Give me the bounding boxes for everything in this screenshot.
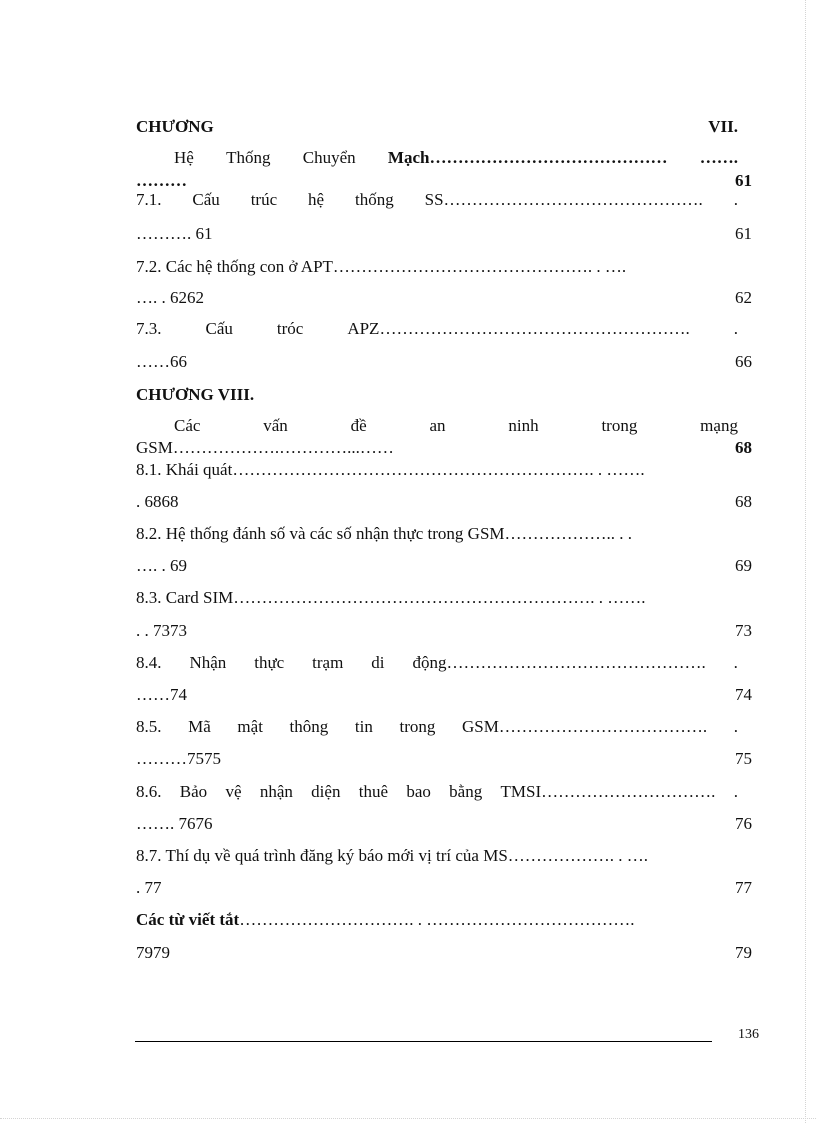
chapter-label: CHƯƠNG <box>136 117 214 136</box>
toc-entry-8-2-cont: …. . 69 <box>136 556 187 575</box>
toc-entry-8-7-page: 77 <box>735 878 752 897</box>
toc-entry-8-7: 8.7. Thí dụ về quá trình đăng ký báo mới vị trí của MS………………. . …. <box>136 846 649 865</box>
toc-chapter-8-page: 68 <box>735 438 752 457</box>
page-number: 136 <box>738 1027 759 1042</box>
toc-entry-8-1: 8.1. Khái quát………………………………………………………. . ……. <box>136 460 645 479</box>
toc-entry-7-2: 7.2. Các hệ thống con ở APT………………………………………. . …. <box>136 257 627 276</box>
word: vệ <box>225 782 242 801</box>
word: diện <box>311 782 341 801</box>
word: APZ………………………………………………. <box>347 319 690 338</box>
word: SS………………………………………. <box>424 190 703 209</box>
toc-entry-8-7-cont: . 77 <box>136 878 162 897</box>
footer-rule <box>135 1041 712 1042</box>
toc-entry-7-3-cont: ……66 <box>136 352 187 371</box>
word: tin <box>354 717 373 736</box>
word: trạm <box>312 653 344 672</box>
toc-chapter-8-heading: CHƯƠNG VIII. <box>136 385 255 404</box>
toc-entry-8-3: 8.3. Card SIM………………………………………………………. . ……. <box>136 588 646 607</box>
word: mật <box>237 717 263 736</box>
word: ……. <box>699 148 738 167</box>
toc-entry-8-5-page: 75 <box>735 749 752 768</box>
page-edge-bottom <box>0 1118 816 1119</box>
word: TMSI…………………………. <box>500 782 716 801</box>
word: 8.5. <box>136 717 162 736</box>
word: mạng <box>700 416 738 435</box>
toc-entry-8-6-page: 76 <box>735 814 752 833</box>
toc-entry-8-4-page: 74 <box>735 685 752 704</box>
toc-chapter-7-heading <box>136 117 738 137</box>
word: GSM………………………………. <box>462 717 708 736</box>
word: Cấu <box>192 190 220 209</box>
toc-entry-7-2-cont: …. . 6262 <box>136 288 204 307</box>
toc-chapter-7-page: 61 <box>735 171 752 190</box>
toc-entry-8-3-page: 73 <box>735 621 752 640</box>
word: an <box>429 416 446 435</box>
word: Các <box>174 416 201 435</box>
word: Thống <box>226 148 271 167</box>
word: nhận <box>259 782 293 801</box>
toc-chapter-7-title <box>174 148 738 168</box>
toc-entry-8-1-cont: . 6868 <box>136 492 179 511</box>
word: ninh <box>508 416 539 435</box>
word: Hệ <box>174 148 194 167</box>
word: bằng <box>449 782 483 801</box>
toc-entry-7-3-page: 66 <box>735 352 752 371</box>
word: Mạch…………………………………… <box>387 148 668 167</box>
toc-chapter-7-dots: ……… <box>136 171 187 190</box>
word: đề <box>350 416 367 435</box>
word: . <box>733 717 738 736</box>
word: . <box>733 653 738 672</box>
toc-chapter-8-cont: GSM……………….…………...…… <box>136 438 394 457</box>
toc-entry-7-1-page: 61 <box>735 224 752 243</box>
toc-abbreviations <box>136 910 634 930</box>
word: 8.4. <box>136 653 162 672</box>
word: di <box>371 653 385 672</box>
word: thuê <box>358 782 389 801</box>
word: động………………………………………. <box>412 653 706 672</box>
abbreviations-dots: …………………………. . ………………………………. <box>239 910 635 929</box>
word: thông <box>289 717 329 736</box>
toc-chapter-8-title <box>174 416 738 436</box>
toc-abbreviations-page: 79 <box>735 943 752 962</box>
word: . <box>733 319 738 338</box>
word: thực <box>254 653 285 672</box>
word: Mã <box>188 717 211 736</box>
toc-entry-7-1-cont: ………. 61 <box>136 224 213 243</box>
toc-entry-7-1 <box>136 190 738 210</box>
word: tróc <box>276 319 304 338</box>
page-edge-right <box>805 0 806 1123</box>
word: hệ <box>308 190 325 209</box>
word: Chuyển <box>302 148 356 167</box>
word: trúc <box>250 190 278 209</box>
toc-entry-8-6-cont: ……. 7676 <box>136 814 213 833</box>
toc-entry-7-2-page: 62 <box>735 288 752 307</box>
word: trong <box>399 717 436 736</box>
word: 7.1. <box>136 190 162 209</box>
toc-abbreviations-cont: 7979 <box>136 943 170 962</box>
word: 7.3. <box>136 319 162 338</box>
word: thống <box>355 190 394 209</box>
word: . <box>733 190 738 209</box>
word: Bảo <box>179 782 208 801</box>
word: . <box>733 782 738 801</box>
word: bao <box>406 782 431 801</box>
toc-entry-8-4-cont: ……74 <box>136 685 187 704</box>
toc-entry-8-5 <box>136 717 738 737</box>
toc-entry-8-2-page: 69 <box>735 556 752 575</box>
toc-entry-8-5-cont: ………7575 <box>136 749 221 768</box>
toc-entry-7-3 <box>136 319 738 339</box>
toc-entry-8-3-cont: . . 7373 <box>136 621 187 640</box>
abbreviations-label: Các từ viết tắt <box>136 910 240 929</box>
word: 8.6. <box>136 782 162 801</box>
toc-entry-8-4 <box>136 653 738 673</box>
toc-entry-8-1-page: 68 <box>735 492 752 511</box>
chapter-numeral: VII. <box>708 117 738 136</box>
word: vấn <box>263 416 288 435</box>
toc-entry-8-6 <box>136 782 738 802</box>
word: Cấu <box>205 319 233 338</box>
word: Nhận <box>189 653 227 672</box>
word: trong <box>601 416 638 435</box>
toc-entry-8-2: 8.2. Hệ thống đánh số và các số nhận thực trong GSM……………….. . . <box>136 524 633 543</box>
